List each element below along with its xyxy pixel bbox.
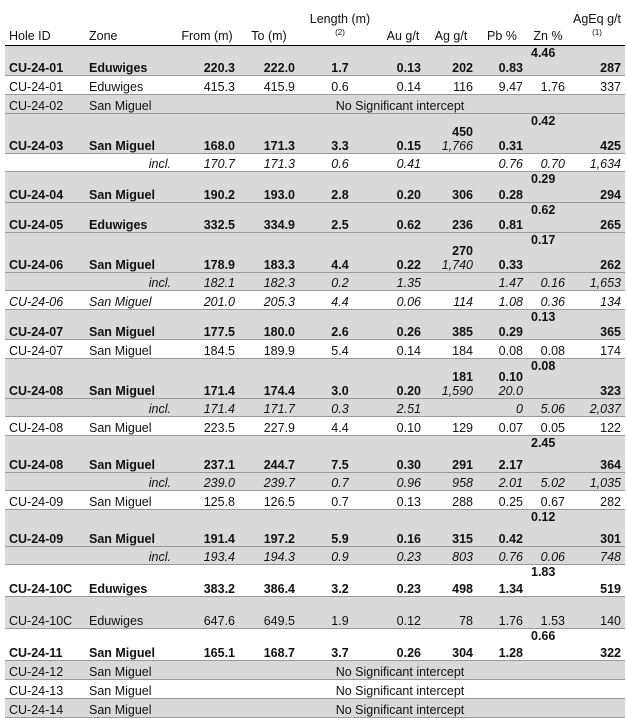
cell-length: 0.6	[299, 154, 381, 172]
cell-ageq: 748	[569, 547, 625, 565]
cell-zone: San Miguel	[85, 680, 175, 699]
table-row	[5, 510, 625, 547]
table-row	[5, 76, 625, 95]
cell-ag-value: 181	[452, 370, 473, 384]
header-hole-id: Hole ID	[5, 5, 85, 46]
cell-length: 0.9	[299, 547, 381, 565]
table-row	[5, 291, 625, 310]
cell-from: 201.0	[175, 291, 239, 310]
cell-ageq: 294	[569, 172, 625, 203]
cell-pb: 0	[477, 399, 527, 417]
cell-pb: 0.07	[477, 417, 527, 436]
drill-results-table	[5, 5, 625, 718]
cell-hole: CU-24-08	[5, 436, 85, 473]
cell-hole: CU-24-04	[5, 172, 85, 203]
cell-ag: 116	[425, 76, 477, 95]
table-row	[5, 359, 625, 399]
cell-hole: CU-24-07	[5, 310, 85, 340]
cell-to: 386.4	[239, 565, 299, 597]
cell-pb: 1.47	[477, 273, 527, 291]
cell-from: 170.7	[175, 154, 239, 172]
cell-zn: 1.83	[527, 565, 569, 597]
cell-from: 223.5	[175, 417, 239, 436]
cell-to: 227.9	[239, 417, 299, 436]
cell-length: 1.9	[299, 597, 381, 629]
table-row	[5, 629, 625, 661]
cell-au: 0.20	[381, 359, 425, 399]
cell-from: 332.5	[175, 203, 239, 233]
cell-pb: 2.17	[477, 436, 527, 473]
cell-hole: CU-24-09	[5, 491, 85, 510]
table-row	[5, 46, 625, 76]
header-length-note: (2)	[335, 27, 345, 37]
cell-ag: 803	[425, 547, 477, 565]
header-from: From (m)	[175, 5, 239, 46]
cell-hole	[5, 273, 85, 291]
cell-zn: 1.76	[527, 76, 569, 95]
cell-hole: CU-24-08	[5, 417, 85, 436]
cell-zone: incl.	[85, 473, 175, 491]
header-row	[5, 5, 625, 46]
header-length	[299, 5, 381, 46]
cell-au: 0.26	[381, 310, 425, 340]
cell-pb: 1.76	[477, 597, 527, 629]
cell-to: 171.3	[239, 114, 299, 154]
cell-length: 3.3	[299, 114, 381, 154]
cell-from: 165.1	[175, 629, 239, 661]
header-ageq-label: AgEq g/t	[573, 11, 621, 26]
cell-length: 2.8	[299, 172, 381, 203]
cell-from: 239.0	[175, 473, 239, 491]
cell-ag: 498	[425, 565, 477, 597]
cell-au: 0.62	[381, 203, 425, 233]
header-length-label: Length (m)	[309, 11, 371, 26]
cell-hole: CU-24-05	[5, 203, 85, 233]
cell-zone: Eduwiges	[85, 597, 175, 629]
cell-from: 220.3	[175, 46, 239, 76]
cell-length: 3.0	[299, 359, 381, 399]
cell-ageq: 134	[569, 291, 625, 310]
cell-to: 171.3	[239, 154, 299, 172]
cell-pb	[477, 359, 527, 399]
cell-hole: CU-24-06	[5, 291, 85, 310]
cell-pb: 0.81	[477, 203, 527, 233]
cell-ageq: 287	[569, 46, 625, 76]
cell-ag-sub-value: 1,590	[441, 384, 473, 398]
cell-ageq: 2,037	[569, 399, 625, 417]
cell-ag: 958	[425, 473, 477, 491]
cell-length: 4.4	[299, 417, 381, 436]
cell-au: 0.30	[381, 436, 425, 473]
cell-zone: San Miguel	[85, 629, 175, 661]
cell-zone: Eduwiges	[85, 76, 175, 95]
cell-hole: CU-24-11	[5, 629, 85, 661]
cell-au: 0.23	[381, 565, 425, 597]
cell-ag: 236	[425, 203, 477, 233]
cell-ag: 184	[425, 340, 477, 359]
cell-no-intercept-note: No Significant intercept	[175, 661, 625, 680]
table-row	[5, 699, 625, 718]
cell-hole: CU-24-10C	[5, 565, 85, 597]
table-row	[5, 340, 625, 359]
cell-to: 168.7	[239, 629, 299, 661]
cell-zone: incl.	[85, 399, 175, 417]
cell-zn: 0.17	[527, 233, 569, 273]
cell-hole: CU-24-13	[5, 680, 85, 699]
cell-zone: incl.	[85, 273, 175, 291]
cell-zone: incl.	[85, 547, 175, 565]
cell-zn: 0.08	[527, 359, 569, 399]
cell-pb: 0.25	[477, 491, 527, 510]
cell-zn: 0.12	[527, 510, 569, 547]
cell-zn: 0.16	[527, 273, 569, 291]
table-row	[5, 547, 625, 565]
cell-hole: CU-24-09	[5, 510, 85, 547]
cell-from: 415.3	[175, 76, 239, 95]
cell-from: 178.9	[175, 233, 239, 273]
cell-ag: 288	[425, 491, 477, 510]
cell-au: 0.12	[381, 597, 425, 629]
cell-zn: 0.66	[527, 629, 569, 661]
header-zone: Zone	[85, 5, 175, 46]
header-pb: Pb %	[477, 5, 527, 46]
table-row	[5, 203, 625, 233]
cell-pb: 9.47	[477, 76, 527, 95]
table-row	[5, 436, 625, 473]
cell-zone: San Miguel	[85, 661, 175, 680]
table-body	[5, 46, 625, 718]
cell-to: 182.3	[239, 273, 299, 291]
cell-to: 222.0	[239, 46, 299, 76]
cell-pb: 1.08	[477, 291, 527, 310]
cell-length: 4.4	[299, 233, 381, 273]
cell-zn: 0.29	[527, 172, 569, 203]
cell-zn: 0.08	[527, 340, 569, 359]
cell-hole: CU-24-06	[5, 233, 85, 273]
cell-ag-sub-value: 1,740	[441, 258, 473, 272]
cell-from: 184.5	[175, 340, 239, 359]
table-row	[5, 491, 625, 510]
cell-zone: San Miguel	[85, 491, 175, 510]
cell-to: 189.9	[239, 340, 299, 359]
cell-length: 3.2	[299, 565, 381, 597]
header-au: Au g/t	[381, 5, 425, 46]
cell-pb: 1.28	[477, 629, 527, 661]
cell-ag: 306	[425, 172, 477, 203]
cell-zone: San Miguel	[85, 436, 175, 473]
cell-pb: 0.31	[477, 114, 527, 154]
cell-ageq: 122	[569, 417, 625, 436]
table-row	[5, 273, 625, 291]
cell-zone: San Miguel	[85, 699, 175, 718]
table-row	[5, 417, 625, 436]
cell-zone: San Miguel	[85, 340, 175, 359]
cell-ag: 114	[425, 291, 477, 310]
cell-length: 7.5	[299, 436, 381, 473]
cell-au: 0.20	[381, 172, 425, 203]
cell-au: 0.13	[381, 46, 425, 76]
cell-ag: 304	[425, 629, 477, 661]
cell-zone: Eduwiges	[85, 203, 175, 233]
cell-pb: 0.76	[477, 547, 527, 565]
table-row	[5, 114, 625, 154]
cell-length: 2.5	[299, 203, 381, 233]
cell-zone: San Miguel	[85, 291, 175, 310]
cell-length: 5.4	[299, 340, 381, 359]
header-to: To (m)	[239, 5, 299, 46]
cell-pb: 0.08	[477, 340, 527, 359]
cell-from: 182.1	[175, 273, 239, 291]
cell-to: 244.7	[239, 436, 299, 473]
cell-no-intercept-note: No Significant intercept	[175, 699, 625, 718]
cell-to: 183.3	[239, 233, 299, 273]
cell-pb: 1.34	[477, 565, 527, 597]
cell-zn: 0.42	[527, 114, 569, 154]
cell-au: 0.15	[381, 114, 425, 154]
cell-length: 2.6	[299, 310, 381, 340]
cell-ag	[425, 359, 477, 399]
header-ageq-note: (1)	[592, 27, 602, 37]
table-row	[5, 565, 625, 597]
table-row	[5, 154, 625, 172]
table-row	[5, 310, 625, 340]
cell-ageq: 262	[569, 233, 625, 273]
cell-au: 0.10	[381, 417, 425, 436]
cell-ag	[425, 273, 477, 291]
cell-from: 125.8	[175, 491, 239, 510]
cell-zn: 4.46	[527, 46, 569, 76]
cell-pb-value: 0.10	[498, 370, 523, 384]
cell-ageq: 364	[569, 436, 625, 473]
cell-zone: San Miguel	[85, 95, 175, 114]
table-row	[5, 172, 625, 203]
cell-ag: 385	[425, 310, 477, 340]
cell-ag: 315	[425, 510, 477, 547]
cell-to: 415.9	[239, 76, 299, 95]
cell-from: 168.0	[175, 114, 239, 154]
cell-length: 3.7	[299, 629, 381, 661]
table-row	[5, 399, 625, 417]
cell-from: 171.4	[175, 399, 239, 417]
cell-zn: 0.13	[527, 310, 569, 340]
cell-zone: San Miguel	[85, 172, 175, 203]
cell-zone: Eduwiges	[85, 565, 175, 597]
cell-to: 126.5	[239, 491, 299, 510]
cell-pb-sub-value: 20.0	[498, 384, 523, 398]
cell-au: 1.35	[381, 273, 425, 291]
cell-zone: San Miguel	[85, 417, 175, 436]
cell-zone: San Miguel	[85, 359, 175, 399]
cell-ageq: 282	[569, 491, 625, 510]
header-zn: Zn %	[527, 5, 569, 46]
cell-ageq: 1,653	[569, 273, 625, 291]
cell-ag: 78	[425, 597, 477, 629]
cell-ag	[425, 154, 477, 172]
cell-pb: 0.83	[477, 46, 527, 76]
cell-from: 177.5	[175, 310, 239, 340]
cell-length: 0.7	[299, 491, 381, 510]
cell-au: 0.13	[381, 491, 425, 510]
cell-ag	[425, 114, 477, 154]
cell-ag: 291	[425, 436, 477, 473]
cell-hole: CU-24-01	[5, 76, 85, 95]
cell-to: 193.0	[239, 172, 299, 203]
cell-zn: 2.45	[527, 436, 569, 473]
cell-zn: 5.02	[527, 473, 569, 491]
cell-zone: San Miguel	[85, 510, 175, 547]
cell-to: 171.7	[239, 399, 299, 417]
cell-from: 647.6	[175, 597, 239, 629]
cell-zn: 1.53	[527, 597, 569, 629]
cell-au: 0.14	[381, 340, 425, 359]
cell-to: 174.4	[239, 359, 299, 399]
cell-ageq: 337	[569, 76, 625, 95]
cell-from: 171.4	[175, 359, 239, 399]
cell-au: 0.26	[381, 629, 425, 661]
cell-pb: 0.28	[477, 172, 527, 203]
cell-to: 649.5	[239, 597, 299, 629]
cell-pb: 2.01	[477, 473, 527, 491]
cell-ageq: 301	[569, 510, 625, 547]
cell-length: 0.7	[299, 473, 381, 491]
cell-au: 0.96	[381, 473, 425, 491]
table-row	[5, 473, 625, 491]
cell-zone: San Miguel	[85, 310, 175, 340]
cell-ageq: 1,634	[569, 154, 625, 172]
cell-ag-value: 270	[452, 244, 473, 258]
cell-hole: CU-24-10C	[5, 597, 85, 629]
cell-zone: San Miguel	[85, 114, 175, 154]
cell-ageq: 140	[569, 597, 625, 629]
cell-ag	[425, 233, 477, 273]
table-row	[5, 597, 625, 629]
cell-zn: 0.70	[527, 154, 569, 172]
cell-ageq: 365	[569, 310, 625, 340]
cell-ag	[425, 399, 477, 417]
cell-from: 190.2	[175, 172, 239, 203]
cell-to: 194.3	[239, 547, 299, 565]
cell-hole: CU-24-14	[5, 699, 85, 718]
cell-to: 197.2	[239, 510, 299, 547]
table-row	[5, 661, 625, 680]
cell-hole: CU-24-02	[5, 95, 85, 114]
cell-ageq: 174	[569, 340, 625, 359]
cell-from: 191.4	[175, 510, 239, 547]
cell-to: 239.7	[239, 473, 299, 491]
cell-hole: CU-24-12	[5, 661, 85, 680]
cell-from: 237.1	[175, 436, 239, 473]
cell-length: 0.3	[299, 399, 381, 417]
cell-hole	[5, 399, 85, 417]
cell-zn: 5.06	[527, 399, 569, 417]
cell-ag-sub-value: 1,766	[441, 139, 473, 153]
cell-length: 0.2	[299, 273, 381, 291]
table-row	[5, 233, 625, 273]
cell-zn: 0.67	[527, 491, 569, 510]
cell-zone: incl.	[85, 154, 175, 172]
cell-zn: 0.36	[527, 291, 569, 310]
cell-no-intercept-note: No Significant intercept	[175, 680, 625, 699]
cell-au: 0.16	[381, 510, 425, 547]
cell-ageq: 265	[569, 203, 625, 233]
cell-pb: 0.42	[477, 510, 527, 547]
cell-hole	[5, 547, 85, 565]
cell-au: 0.22	[381, 233, 425, 273]
cell-length: 5.9	[299, 510, 381, 547]
cell-hole: CU-24-03	[5, 114, 85, 154]
cell-hole: CU-24-01	[5, 46, 85, 76]
cell-ag: 202	[425, 46, 477, 76]
cell-from: 383.2	[175, 565, 239, 597]
table-row	[5, 680, 625, 699]
cell-au: 0.41	[381, 154, 425, 172]
cell-au: 2.51	[381, 399, 425, 417]
cell-ageq: 1,035	[569, 473, 625, 491]
cell-au: 0.23	[381, 547, 425, 565]
cell-pb: 0.76	[477, 154, 527, 172]
cell-ageq: 323	[569, 359, 625, 399]
cell-ageq: 425	[569, 114, 625, 154]
cell-au: 0.06	[381, 291, 425, 310]
cell-zn: 0.62	[527, 203, 569, 233]
cell-hole: CU-24-08	[5, 359, 85, 399]
cell-pb: 0.29	[477, 310, 527, 340]
cell-length: 1.7	[299, 46, 381, 76]
cell-hole	[5, 473, 85, 491]
cell-to: 205.3	[239, 291, 299, 310]
header-ageq	[569, 5, 625, 46]
cell-hole	[5, 154, 85, 172]
cell-ageq: 322	[569, 629, 625, 661]
cell-to: 180.0	[239, 310, 299, 340]
cell-length: 0.6	[299, 76, 381, 95]
cell-ageq: 519	[569, 565, 625, 597]
table-row	[5, 95, 625, 114]
cell-zn: 0.05	[527, 417, 569, 436]
cell-zn: 0.06	[527, 547, 569, 565]
cell-ag-value: 450	[452, 125, 473, 139]
cell-from: 193.4	[175, 547, 239, 565]
cell-no-intercept-note: No Significant intercept	[175, 95, 625, 114]
cell-to: 334.9	[239, 203, 299, 233]
cell-zone: Eduwiges	[85, 46, 175, 76]
cell-hole: CU-24-07	[5, 340, 85, 359]
cell-length: 4.4	[299, 291, 381, 310]
cell-zone: San Miguel	[85, 233, 175, 273]
cell-ag: 129	[425, 417, 477, 436]
header-ag: Ag g/t	[425, 5, 477, 46]
cell-au: 0.14	[381, 76, 425, 95]
cell-pb: 0.33	[477, 233, 527, 273]
